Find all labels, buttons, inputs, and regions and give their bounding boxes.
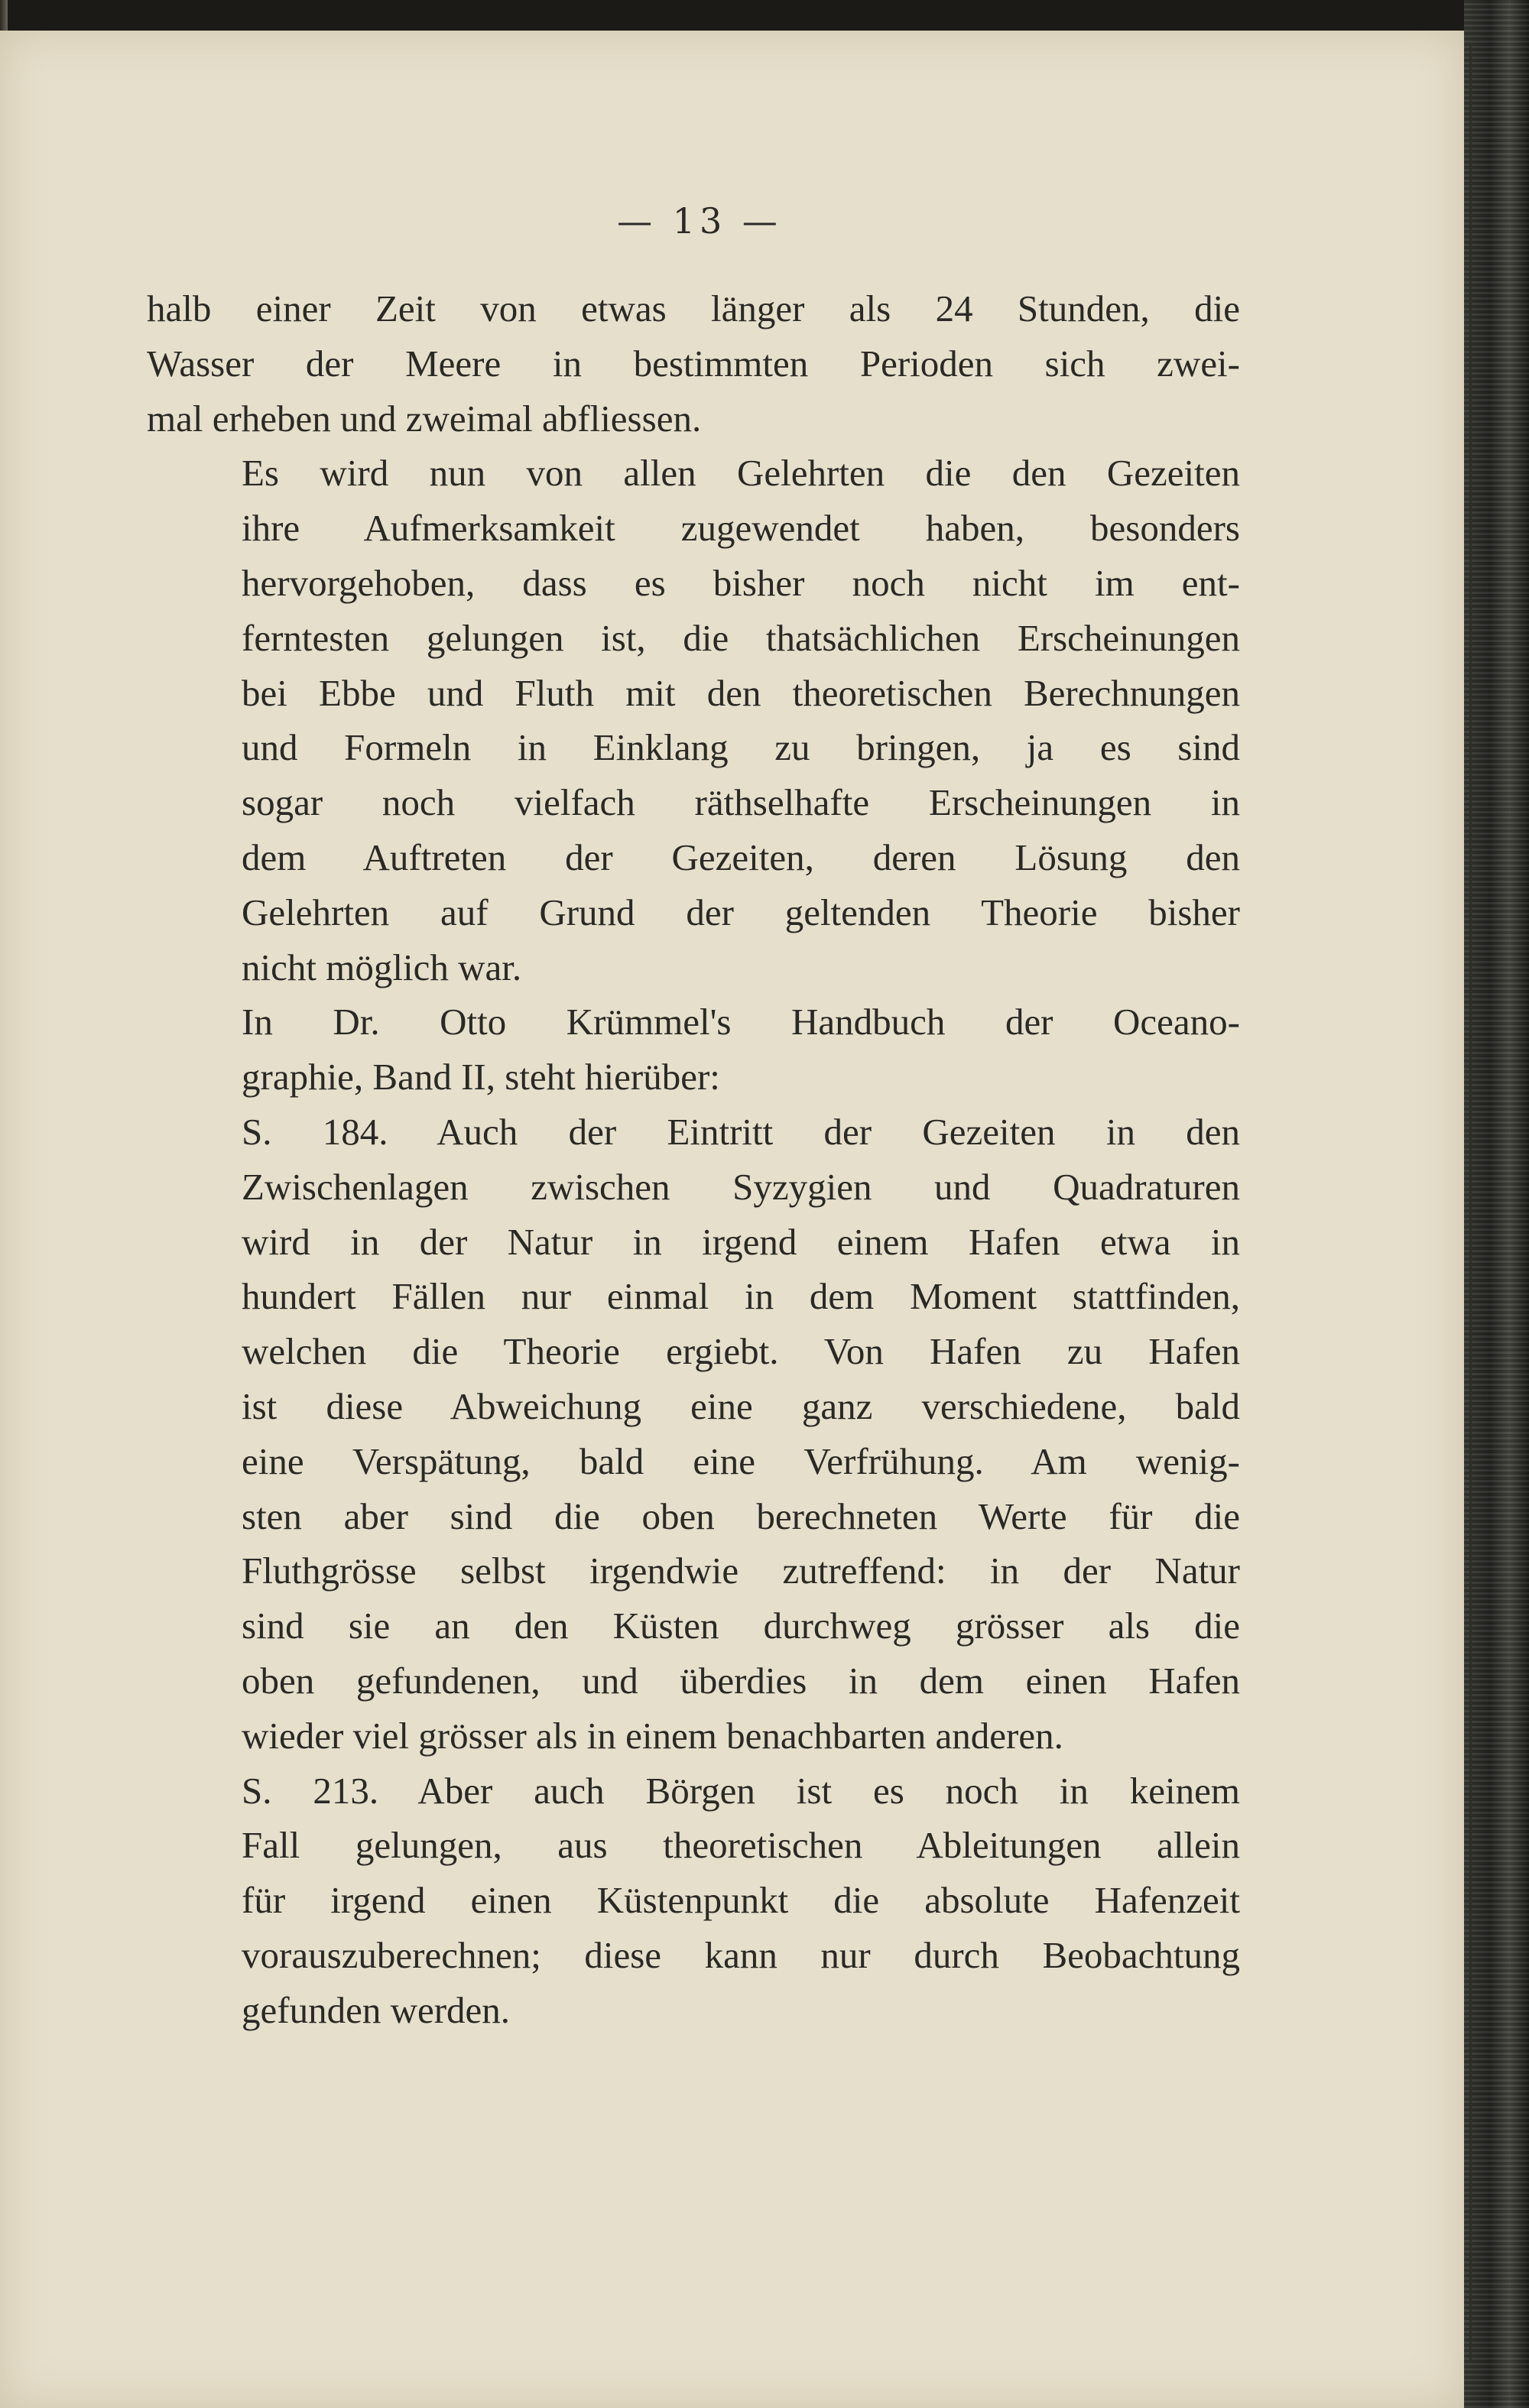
text-line: wird in der Natur in irgend einem Hafen etwa in [242, 1220, 1240, 1263]
book-spine [1464, 0, 1529, 2408]
text-line: ist diese Abweichung eine ganz verschiedene, bald [242, 1384, 1240, 1427]
text-line: Gelehrten auf Grund der geltenden Theorie bisher [242, 891, 1240, 933]
paragraph [147, 1105, 1240, 1764]
paragraph [147, 1764, 1240, 2038]
page-number-header: — 13 — [617, 200, 782, 242]
text-line: hervorgehoben, dass es bisher noch nicht im ent- [242, 561, 1240, 604]
text-line: S. 184. Auch der Eintritt der Gezeiten in den [242, 1110, 1240, 1153]
text-line: Fluthgrösse selbst irgendwie zutreffend: in der Natur [242, 1550, 1240, 1592]
text-line: oben gefundenen, und überdies in dem einen Hafen [242, 1659, 1240, 1702]
text-line: sten aber sind die oben berechneten Werte für die [242, 1494, 1240, 1537]
body-text [147, 281, 1240, 2038]
text-line: gefunden werden. [242, 1988, 511, 2031]
text-line: Wasser der Meere in bestimmten Perioden sich zwei- [147, 342, 1240, 385]
spine-divider [1469, 46, 1472, 2362]
text-line: eine Verspätung, bald eine Verfrühung. Am wenig- [242, 1439, 1240, 1482]
text-line: hundert Fällen nur einmal in dem Moment stattfinden, [242, 1275, 1240, 1318]
text-line: welchen die Theorie ergiebt. Von Hafen zu Hafen [242, 1330, 1240, 1373]
text-line: halb einer Zeit von etwas länger als 24 Stunden, die [147, 287, 1240, 329]
text-line: S. 213. Aber auch Börgen ist es noch in keinem [242, 1769, 1240, 1812]
text-line: sind sie an den Küsten durchweg grösser als die [242, 1605, 1240, 1647]
text-line: nicht möglich war. [242, 946, 522, 988]
text-line: bei Ebbe und Fluth mit den theoretischen Berechnungen [242, 671, 1240, 714]
paragraph [147, 281, 1240, 446]
text-line: graphie, Band II, steht hierüber: [242, 1056, 720, 1099]
text-line: sogar noch vielfach räthselhafte Erscheinungen in [242, 781, 1240, 824]
text-line: vorauszuberechnen; diese kann nur durch Beobachtung [242, 1933, 1240, 1976]
text-line: dem Auftreten der Gezeiten, deren Lösung den [242, 836, 1240, 878]
paragraph [147, 446, 1240, 995]
text-line: und Formeln in Einklang zu bringen, ja es sind [242, 726, 1240, 769]
text-line: für irgend einen Küstenpunkt die absolute Hafenzeit [242, 1879, 1240, 1922]
text-line: wieder viel grösser als in einem benachbarten anderen. [242, 1714, 1063, 1757]
text-line: Zwischenlagen zwischen Syzygien und Quadraturen [242, 1165, 1240, 1208]
text-line: Es wird nun von allen Gelehrten die den Gezeiten [242, 452, 1240, 495]
text-line: In Dr. Otto Krümmel's Handbuch der Oceano- [242, 1001, 1240, 1043]
paragraph [147, 995, 1240, 1105]
text-line: mal erheben und zweimal abfliessen. [147, 397, 702, 440]
text-line: ferntesten gelungen ist, die thatsächlichen Erscheinungen [242, 616, 1240, 659]
text-line: ihre Aufmerksamkeit zugewendet haben, besonders [242, 507, 1240, 550]
text-line: Fall gelungen, aus theoretischen Ableitungen allein [242, 1824, 1240, 1867]
